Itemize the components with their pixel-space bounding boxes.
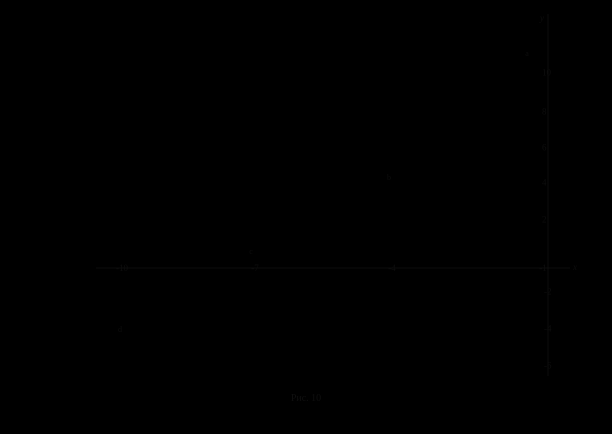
y-tick-label: 2 [542,214,547,225]
x-tick-label: -7 [251,263,259,273]
figure-caption: Рис. 10 [290,393,322,404]
annotation-a: a [525,49,529,58]
y-tick-label: 4 [542,177,547,188]
y-tick-label: -2 [544,286,552,297]
annotation-c: c [249,247,253,256]
y-tick-label: -4 [544,323,552,334]
y-axis-label: y [540,13,544,23]
y-tick-label: 8 [542,106,547,117]
annotation-b: b [387,173,391,182]
x-axis-label: x [573,262,577,272]
y-tick-label: 6 [542,142,547,153]
y-tick-label: 10 [542,67,551,78]
x-tick-label: -1 [539,263,547,273]
x-tick-label: -10 [116,263,128,273]
y-tick-label: -6 [544,360,552,371]
annotation-d: d [118,325,122,334]
x-tick-label: -4 [388,263,396,273]
